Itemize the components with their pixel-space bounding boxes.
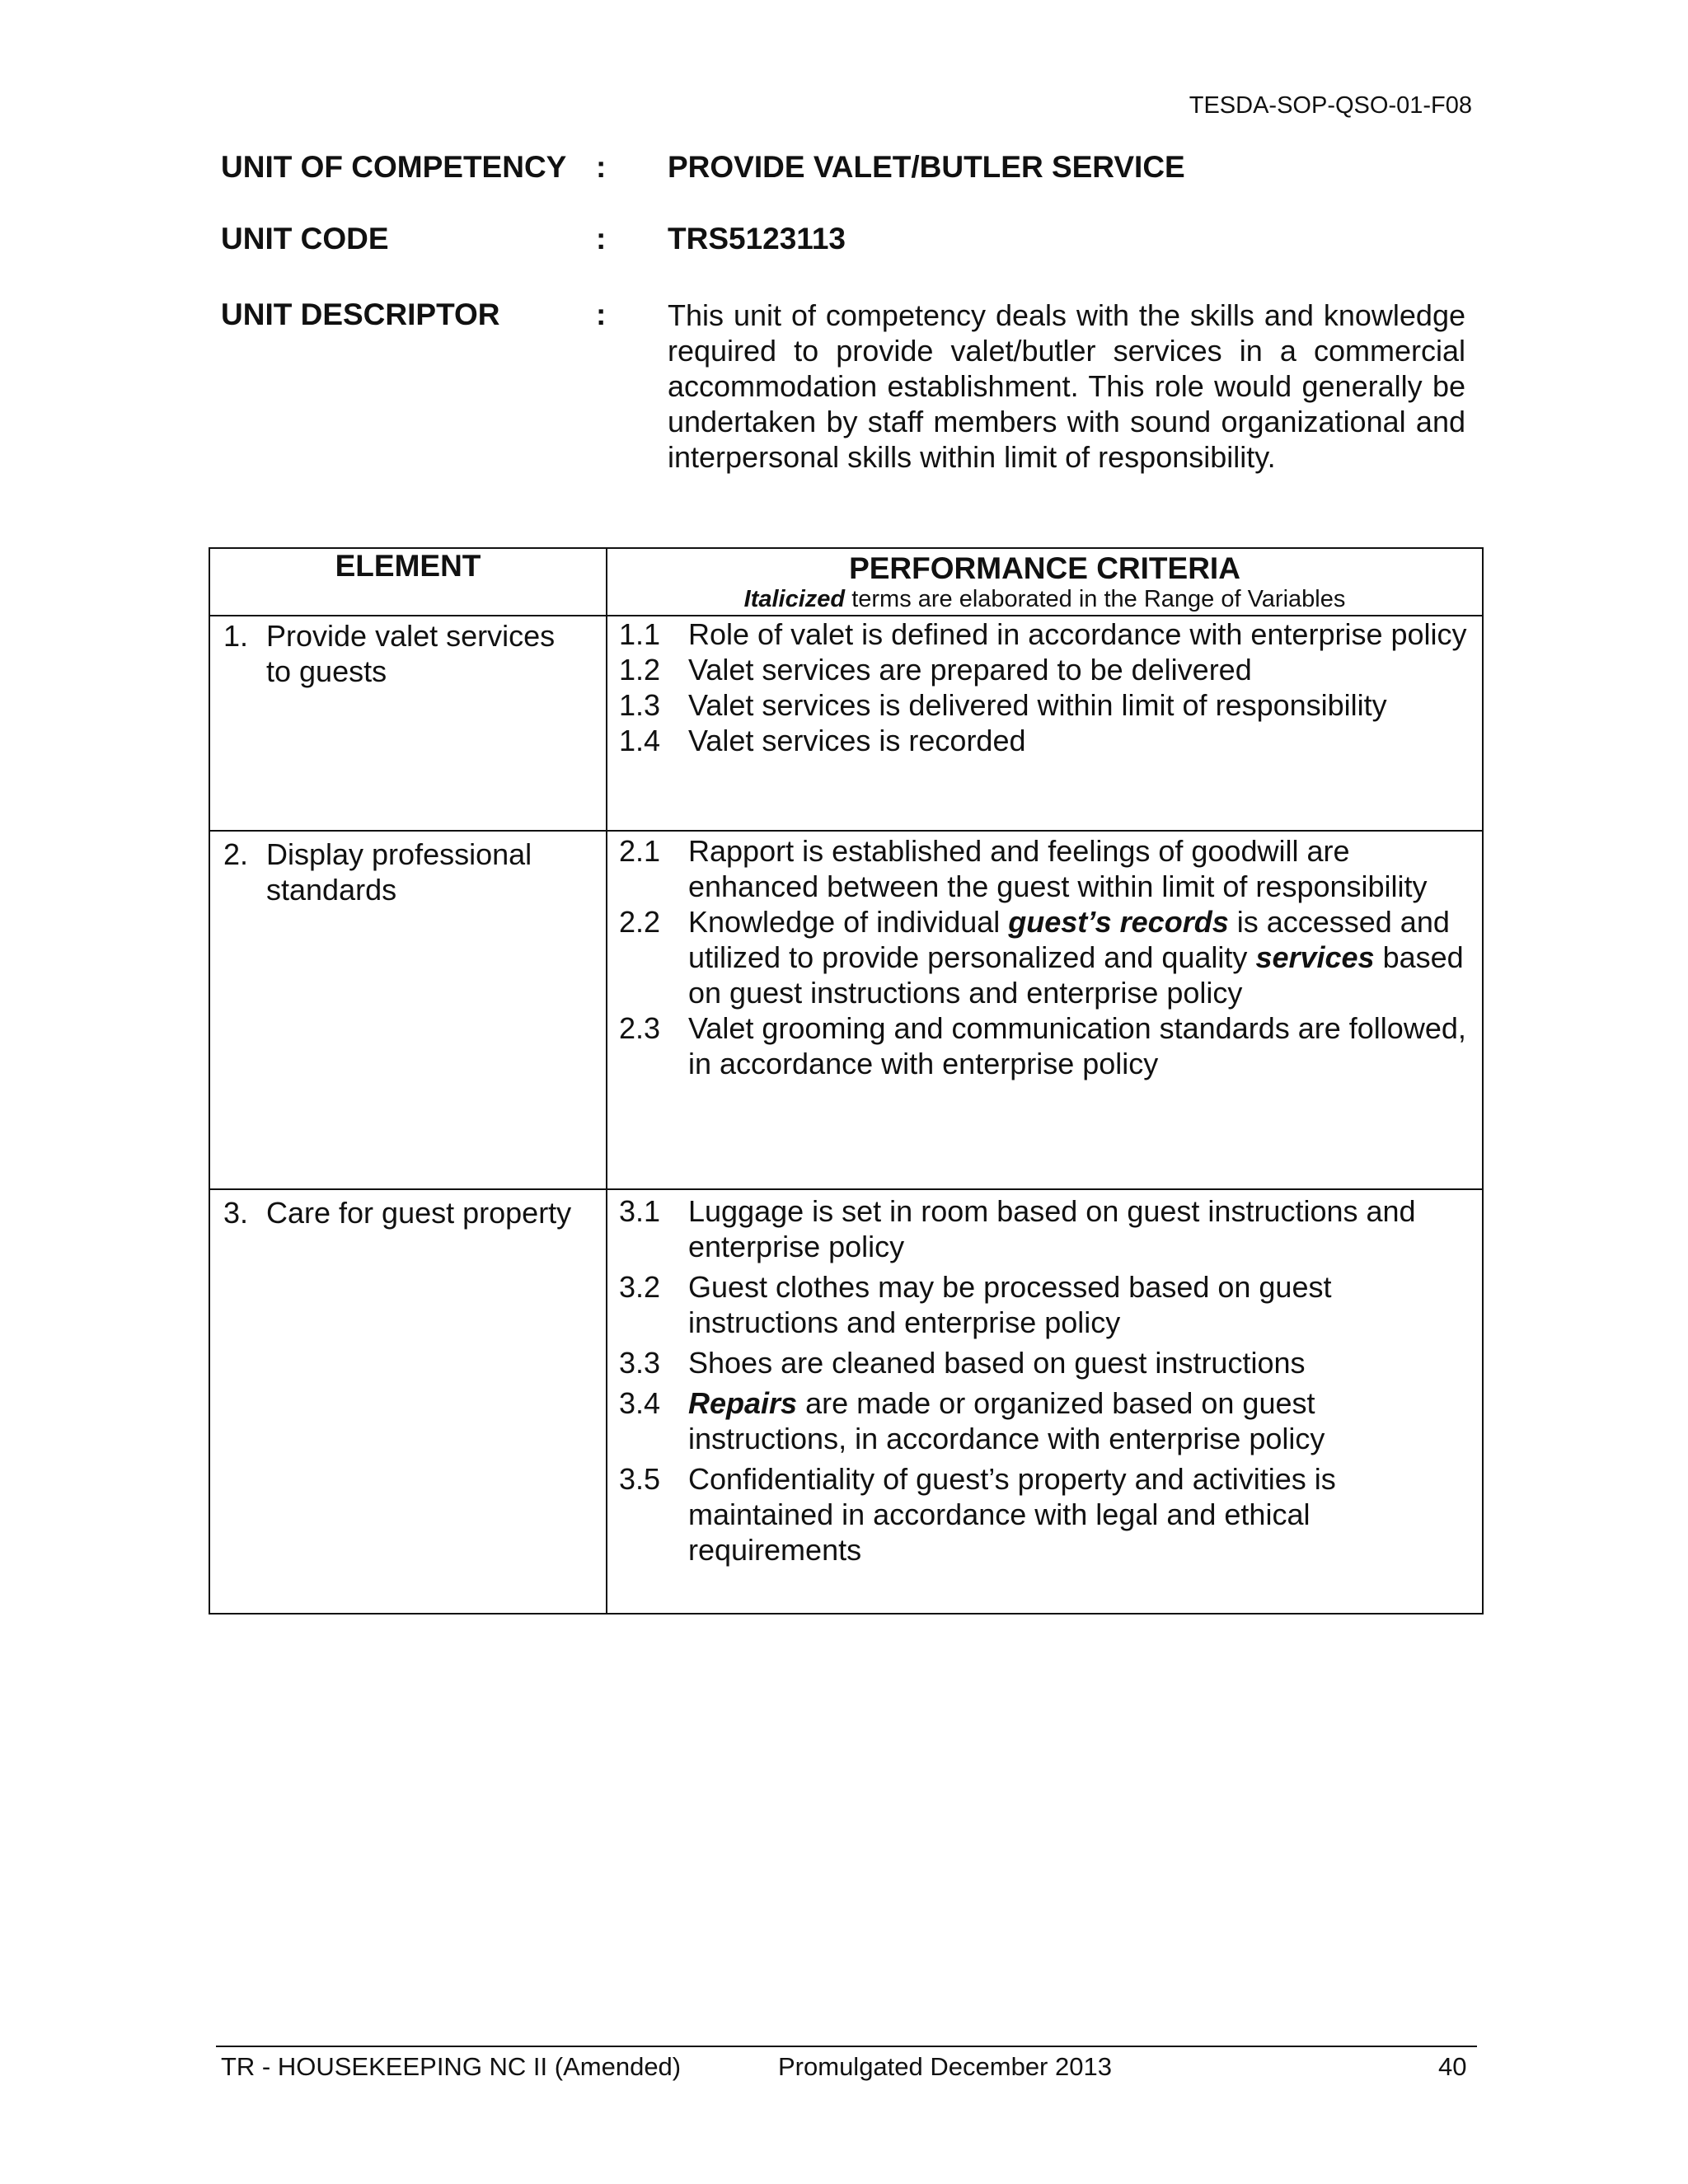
criterion-number: 3.5	[619, 1462, 661, 1496]
footer-divider	[216, 2046, 1477, 2047]
criteria-cell	[607, 831, 1483, 1189]
criterion-text: Valet services are prepared to be delivered	[688, 653, 1252, 687]
criteria-cell	[607, 1189, 1483, 1614]
criterion-item	[619, 1193, 1474, 1264]
criterion-item	[619, 1010, 1474, 1081]
criterion-text: Guest clothes may be processed based on guest instructions and enterprise policy	[688, 1270, 1332, 1339]
criterion-number: 3.3	[619, 1346, 661, 1380]
element-cell	[209, 616, 607, 831]
unit-descriptor-label: UNIT DESCRIPTOR	[221, 298, 500, 331]
criterion-text: Luggage is set in room based on guest instructions and enterprise policy	[688, 1194, 1416, 1263]
table-header-row	[209, 548, 1483, 616]
criterion-item	[619, 833, 1474, 904]
unit-code-value: TRS5123113	[668, 222, 846, 255]
criterion-text: Rapport is established and feelings of goodwill are enhanced between the guest within limit of responsibility	[688, 834, 1428, 903]
criterion-number: 1.4	[619, 724, 661, 757]
competency-table	[209, 547, 1484, 1615]
unit-descriptor-text: This unit of competency deals with the skills and knowledge required to provide valet/butler services in a commercial accommodation establishment. This role would generally be undertaken by staff members with sound organizational and interpersonal skills within limit of responsibility.	[668, 298, 1465, 474]
colon: :	[596, 150, 607, 184]
performance-criteria-header	[607, 548, 1483, 616]
criterion-number: 1.3	[619, 688, 661, 722]
element-number: 1.	[223, 619, 249, 653]
criteria-cell	[607, 616, 1483, 831]
criterion-number: 2.3	[619, 1011, 661, 1045]
criterion-number: 3.1	[619, 1194, 661, 1228]
criterion-item	[619, 687, 1474, 723]
performance-criteria-note	[607, 585, 1482, 613]
criterion-item	[619, 1345, 1474, 1380]
table-row	[209, 616, 1483, 831]
colon: :	[596, 222, 607, 255]
criterion-item	[619, 904, 1474, 1010]
element-text: Display professional standards	[266, 837, 532, 907]
element-header: ELEMENT	[209, 548, 607, 616]
criterion-text: Repairs are made or organized based on guest instructions, in accordance with enterprise policy	[688, 1386, 1325, 1455]
table-row	[209, 1189, 1483, 1614]
unit-of-competency-label: UNIT OF COMPETENCY	[221, 150, 567, 184]
criterion-text: Valet services is recorded	[688, 724, 1026, 757]
italicized-word: Italicized	[743, 586, 846, 612]
footer-title: TR - HOUSEKEEPING NC II (Amended)	[221, 2052, 682, 2081]
criterion-text: Valet services is delivered within limit of responsibility	[688, 688, 1387, 722]
unit-of-competency-value: PROVIDE VALET/BUTLER SERVICE	[668, 150, 1185, 184]
criterion-text: Shoes are cleaned based on guest instructions	[688, 1346, 1306, 1380]
criterion-number: 3.4	[619, 1386, 661, 1420]
element-number: 2.	[223, 837, 249, 871]
criterion-text: Knowledge of individual guest’s records is accessed and utilized to provide personalized and quality services based on guest instructions and enterprise policy	[688, 905, 1464, 1010]
criterion-item	[619, 652, 1474, 687]
criterion-text: Role of valet is defined in accordance with enterprise policy	[688, 617, 1467, 651]
element-cell	[209, 831, 607, 1189]
criterion-number: 1.2	[619, 653, 661, 687]
element-text: Provide valet services to guests	[266, 619, 556, 688]
page-number: 40	[1438, 2052, 1467, 2081]
table-row	[209, 831, 1483, 1189]
criterion-number: 1.1	[619, 617, 661, 651]
unit-code-label: UNIT CODE	[221, 222, 389, 255]
criterion-number: 3.2	[619, 1270, 661, 1304]
performance-criteria-title: PERFORMANCE CRITERIA	[849, 551, 1240, 585]
footer-promulgation-date: Promulgated December 2013	[778, 2052, 1112, 2081]
note-text: terms are elaborated in the Range of Variables	[845, 586, 1346, 612]
document-code: TESDA-SOP-QSO-01-F08	[1189, 92, 1472, 119]
element-number: 3.	[223, 1196, 249, 1230]
criterion-number: 2.1	[619, 834, 661, 868]
criterion-item	[619, 1385, 1474, 1456]
criterion-number: 2.2	[619, 905, 661, 939]
colon: :	[596, 298, 607, 331]
element-text: Care for guest property	[266, 1196, 572, 1230]
criterion-item	[619, 616, 1474, 652]
criterion-item	[619, 1461, 1474, 1568]
criterion-text: Valet grooming and communication standards are followed, in accordance with enterprise policy	[688, 1011, 1466, 1080]
criterion-item	[619, 723, 1474, 758]
criterion-item	[619, 1269, 1474, 1340]
element-cell	[209, 1189, 607, 1614]
criterion-text: Confidentiality of guest’s property and activities is maintained in accordance with legal and ethical requirements	[688, 1462, 1336, 1567]
